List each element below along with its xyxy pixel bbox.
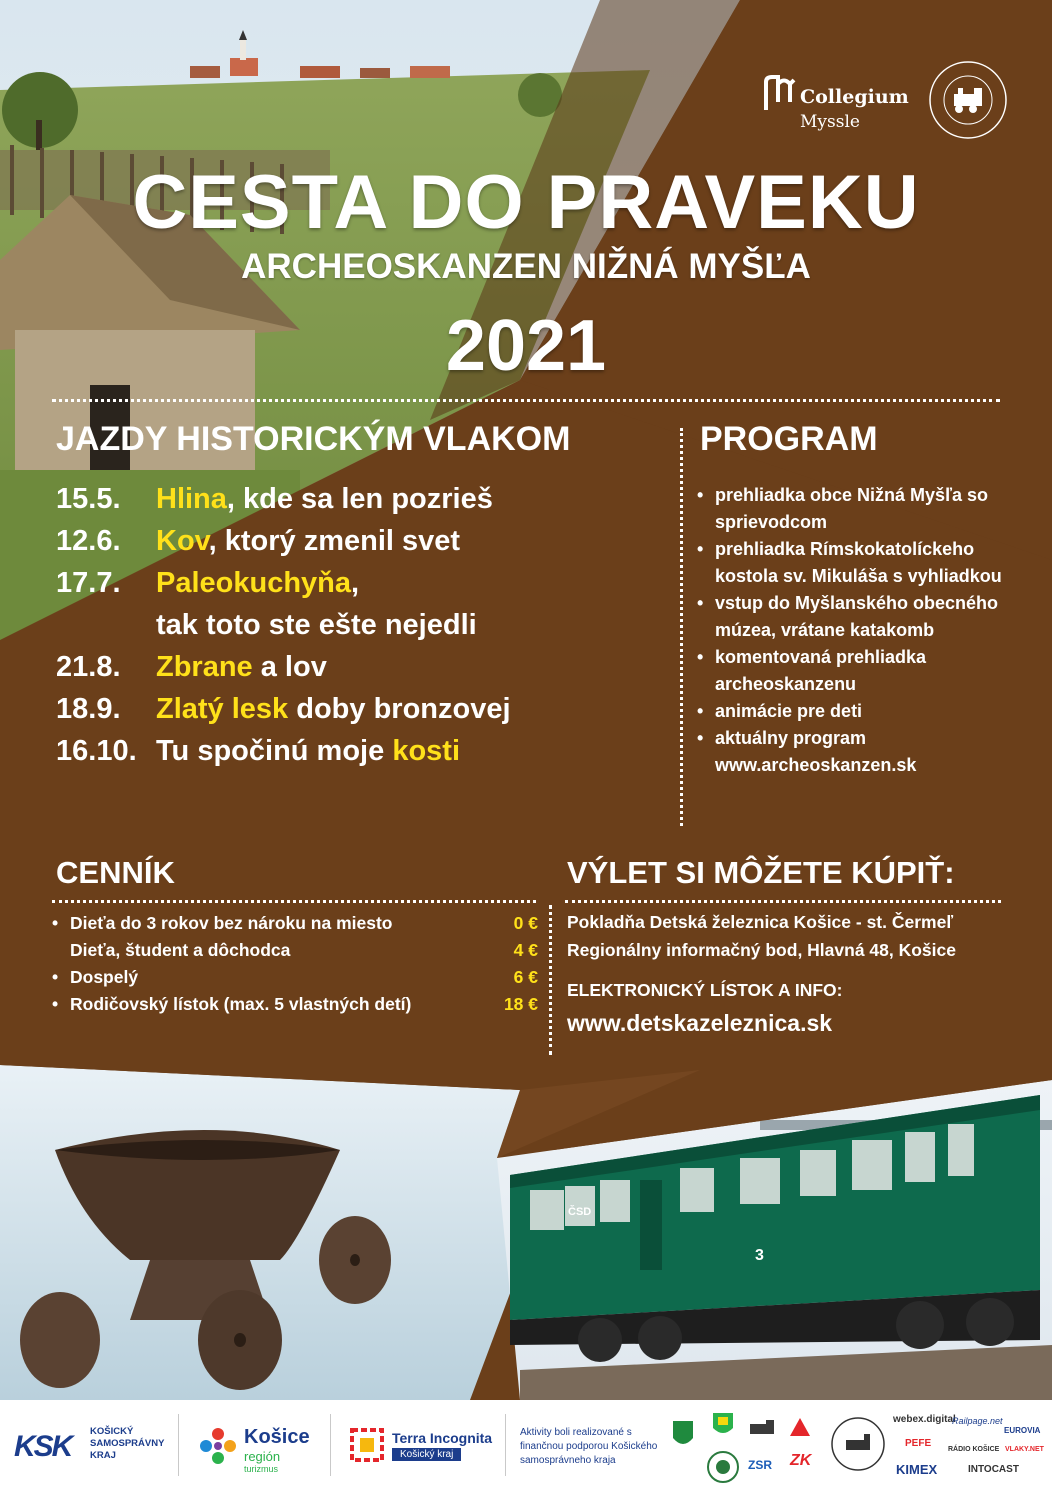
- ride-text: , ktorý zmenil svet: [208, 525, 461, 557]
- town-crest-icon: [672, 1420, 694, 1450]
- divider-dotted: [52, 399, 1000, 402]
- locomotive-icon: [748, 1418, 778, 1438]
- sponsor-webex: webex.digital: [893, 1414, 956, 1425]
- divider-vertical-dotted: [680, 428, 683, 826]
- ride-theme: Kov: [156, 525, 209, 557]
- ride-text: Tu spočinú moje: [156, 735, 393, 767]
- pot-photo: [0, 1065, 560, 1400]
- program-item: • vstup do Myšlanského obecného múzea, vrátane katakomb: [695, 590, 1015, 644]
- ride-date: 21.8.: [56, 651, 121, 683]
- collegium-mark-icon: [760, 74, 800, 114]
- ride-text: , kde sa len pozrieš: [226, 483, 493, 515]
- page-title: CESTA DO PRAVEKU: [132, 160, 920, 245]
- price-label: • Rodičovský lístok (max. 5 vlastných detí): [70, 994, 412, 1014]
- kosice-sub2: turizmus: [244, 1464, 279, 1474]
- rides-heading: JAZDY HISTORICKÝM VLAKOM: [56, 420, 571, 458]
- collegium-line1: Collegium: [800, 86, 909, 108]
- program-heading: PROGRAM: [700, 420, 878, 458]
- mountain-logo-icon: [788, 1416, 812, 1438]
- ride-text: doby bronzovej: [288, 693, 511, 725]
- ksk-name: KOŠICKÝ SAMOSPRÁVNY KRAJ: [90, 1426, 165, 1461]
- event-year: 2021: [445, 306, 607, 386]
- ride-text: tak toto ste ešte nejedli: [156, 609, 477, 641]
- sponsor-intocast: INTOCAST: [968, 1464, 1019, 1475]
- price-item: [52, 991, 538, 1018]
- sponsor-railpage: Railpage.net: [952, 1416, 1003, 1426]
- ride-item: [56, 648, 327, 686]
- ride-item: [56, 480, 493, 518]
- ride-date: 15.5.: [56, 483, 121, 515]
- ride-theme: Zlatý lesk: [156, 693, 289, 725]
- ride-text: ,: [351, 567, 360, 599]
- program-item: • prehliadka obce Nižná Myšľa so sprievodcom: [695, 482, 1015, 536]
- railway-seal-icon: [928, 60, 1008, 140]
- program-item: • animácie pre deti: [695, 698, 1015, 725]
- eticket-label: ELEKTRONICKÝ LÍSTOK A INFO:: [567, 980, 843, 1000]
- ride-theme: Paleokuchyňa: [156, 567, 352, 599]
- price-item: [52, 964, 538, 991]
- terra-title: Terra Incognita: [392, 1430, 493, 1446]
- ride-item: [56, 732, 460, 770]
- sponsor-radio: RÁDIO KOŠICE: [948, 1446, 1000, 1453]
- ride-text: a lov: [252, 651, 327, 683]
- buy-heading: VÝLET SI MÔŽETE KÚPIŤ:: [567, 855, 955, 890]
- kosice-title: Košice: [244, 1426, 310, 1448]
- railway-seal-footer-icon: [830, 1416, 886, 1472]
- terra-sub: Košický kraj: [392, 1448, 461, 1461]
- price-label: • Dospelý: [70, 967, 139, 987]
- price-item: [52, 910, 538, 937]
- sponsor-pefe: PEFE: [905, 1438, 932, 1449]
- price-value: 0 €: [513, 913, 538, 933]
- price-label: Dieťa, študent a dôchodca: [70, 940, 291, 960]
- eticket-link[interactable]: www.detskazeleznica.sk: [567, 1010, 833, 1036]
- price-item: [52, 937, 538, 964]
- sponsor-vlakynet: VLAKY.NET: [1005, 1446, 1044, 1453]
- car-label: ČSD: [568, 1206, 592, 1218]
- kosice-sub: región: [244, 1449, 281, 1464]
- ride-item: [56, 522, 460, 560]
- program-item[interactable]: • aktuálny program www.archeoskanzen.sk: [695, 725, 1015, 779]
- ride-theme: kosti: [392, 735, 460, 767]
- ksk-mark: KSK: [14, 1430, 72, 1463]
- ride-item-continuation: [56, 606, 477, 644]
- support-text: Aktivity boli realizované s finančnou podporou Košického samosprávneho kraja: [520, 1427, 658, 1466]
- divider-dotted: [52, 900, 536, 903]
- ride-date: 12.6.: [56, 525, 121, 557]
- collegium-logo: [760, 74, 920, 136]
- ride-item: [56, 564, 359, 602]
- price-heading: CENNÍK: [56, 855, 175, 890]
- sponsor-footer: [0, 1400, 1052, 1488]
- ride-theme: Zbrane: [156, 651, 253, 683]
- divider-dotted: [565, 900, 1001, 903]
- ride-date: 17.7.: [56, 567, 121, 599]
- price-list: [52, 910, 538, 1018]
- sponsor-eurovia: EUROVIA: [1004, 1426, 1041, 1435]
- terra-incognita-icon: [350, 1428, 384, 1462]
- round-seal-icon: [706, 1450, 740, 1484]
- program-item: • komentovaná prehliadka archeoskanzenu: [695, 644, 1015, 698]
- price-value: 4 €: [513, 940, 538, 960]
- kosice-region-icon: [196, 1424, 240, 1468]
- buy-location-1: Pokladňa Detská železnica Košice - st. Čermeľ: [567, 912, 954, 932]
- price-value: 6 €: [513, 967, 538, 987]
- sponsor-kimex: KIMEX: [896, 1462, 938, 1477]
- footer-separator: [505, 1414, 506, 1476]
- footer-separator: [178, 1414, 179, 1476]
- ride-item: [56, 690, 511, 728]
- price-label: • Dieťa do 3 rokov bez nároku na miesto: [70, 913, 393, 933]
- buy-location-2: Regionálny informačný bod, Hlavná 48, Košice: [567, 940, 956, 960]
- divider-vertical-dotted: [549, 905, 552, 1055]
- page-subtitle: ARCHEOSKANZEN NIŽNÁ MYŠĽA: [241, 247, 811, 286]
- price-value: 18 €: [503, 994, 538, 1014]
- railway-seal-logo: [928, 60, 1008, 140]
- sponsor-zsr: ZSR: [748, 1458, 772, 1472]
- ride-theme: Hlina: [156, 483, 227, 515]
- village-crest-icon: [712, 1412, 734, 1438]
- collegium-line2: Myssle: [800, 112, 860, 132]
- footer-separator: [330, 1414, 331, 1476]
- program-item: • prehliadka Rímskokatolíckeho kostola sv. Mikuláša s vyhliadkou: [695, 536, 1015, 590]
- sponsor-zk: ZK: [790, 1452, 812, 1469]
- ride-date: 18.9.: [56, 693, 121, 725]
- program-list: [695, 482, 1015, 779]
- ride-date: 16.10.: [56, 735, 137, 767]
- car-number: 3: [755, 1247, 764, 1264]
